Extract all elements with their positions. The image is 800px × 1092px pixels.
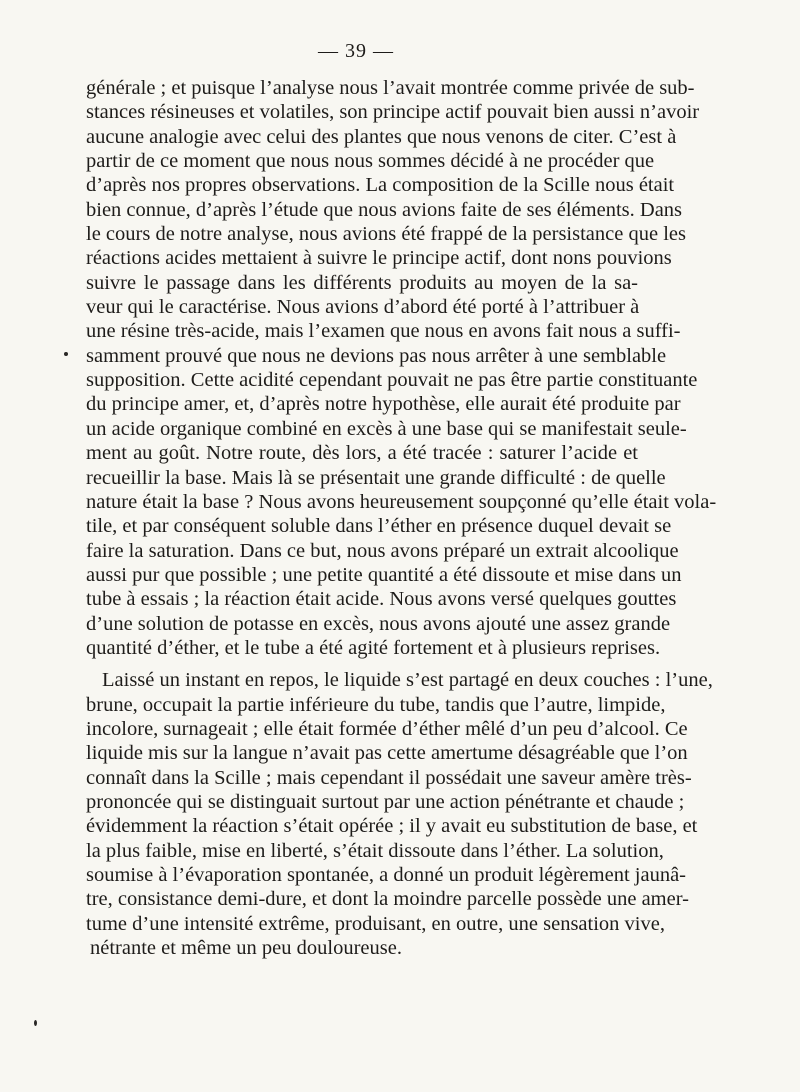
text-line: d’une solution de potasse en excès, nous avons ajouté une assez grande (86, 612, 671, 635)
text-line: connaît dans la Scille ; mais cependant il possédait une saveur amère très- (86, 766, 692, 789)
text-line: brune, occupait la partie inférieure du tube, tandis que l’autre, limpide, (86, 693, 666, 716)
text-line: une résine très-acide, mais l’examen que nous en avons fait nous a suffi- (86, 320, 681, 343)
text-line: Laissé un instant en repos, le liquide s’est partagé en deux couches : l’une, (102, 669, 713, 692)
text-line: nature était la base ? Nous avons heureusement soupçonné qu’elle était vola- (86, 490, 717, 513)
text-line: aucune analogie avec celui des plantes que nous venons de citer. C’est à (86, 125, 677, 148)
paragraph-gap (86, 660, 638, 668)
page-number: — 39 — (318, 40, 394, 62)
text-line: incolore, surnageait ; elle était formée d’éther mêlé d’un peu d’alcool. Ce (86, 717, 688, 740)
paragraph (86, 76, 717, 660)
text-line: d’après nos propres observations. La composition de la Scille nous était (86, 174, 675, 197)
text-line: liquide mis sur la langue n’avait pas cette amertume désagréable que l’on (86, 742, 688, 765)
text-line: réactions acides mettaient à suivre le principe actif, dont nons pouvions (86, 247, 672, 270)
text-line: du principe amer, et, d’après notre hypothèse, elle aurait été produite par (86, 393, 681, 416)
text-line: supposition. Cette acidité cependant pouvait ne pas être partie constituante (86, 369, 698, 392)
text-line: faire la saturation. Dans ce but, nous avons préparé un extrait alcoolique (86, 539, 679, 562)
text-line: veur qui le caractérise. Nous avions d’abord été porté à l’attribuer à (86, 296, 640, 319)
text-line: prononcée qui se distinguait surtout par une action pénétrante et chaude ; (86, 790, 685, 813)
text-line: un acide organique combiné en excès à une base qui se manifestait seule- (86, 417, 687, 440)
text-line: bien connue, d’après l’étude que nous avions faite de ses éléments. Dans (86, 198, 683, 221)
text-line: nétrante et même un peu douloureuse. (90, 937, 402, 960)
text-line: tile, et par conséquent soluble dans l’éther en présence duquel devait se (86, 515, 672, 538)
text-line: tre, consistance demi-dure, et dont la moindre parcelle possède une amer- (86, 888, 689, 911)
text-line: stances résineuses et volatiles, son principe actif pouvait bien aussi n’avoir (86, 101, 700, 124)
body-text (86, 76, 717, 960)
text-line: la plus faible, mise en liberté, s’était dissoute dans l’éther. La solution, (86, 839, 664, 862)
text-line: suivre le passage dans les différents produits au moyen de la sa- (86, 271, 638, 294)
text-line: ment au goût. Notre route, dès lors, a été tracée : saturer l’acide et (86, 442, 638, 465)
text-line: partir de ce moment que nous nous sommes décidé à ne procéder que (86, 150, 655, 173)
text-line: samment prouvé que nous ne devions pas nous arrêter à une semblable (86, 344, 667, 367)
text-line: générale ; et puisque l’analyse nous l’avait montrée comme privée de sub- (86, 77, 695, 99)
text-line: le cours de notre analyse, nous avions été frappé de la persistance que les (86, 223, 686, 246)
text-line: quantité d’éther, et le tube a été agité fortement et à plusieurs reprises. (86, 636, 661, 659)
margin-ink-dot (34, 1020, 37, 1026)
paragraph (86, 668, 713, 960)
text-line: recueillir la base. Mais là se présentait une grande difficulté : de quelle (86, 466, 666, 489)
text-line: tube à essais ; la réaction était acide. Nous avons versé quelques gouttes (86, 588, 677, 611)
margin-ink-dot (64, 352, 68, 356)
text-line: aussi pur que possible ; une petite quantité a été dissoute et mise dans un (86, 563, 682, 586)
text-line: tume d’une intensité extrême, produisant, en outre, une sensation vive, (86, 912, 665, 935)
text-line: évidemment la réaction s’était opérée ; il y avait eu substitution de base, et (86, 815, 698, 838)
text-line: soumise à l’évaporation spontanée, a donné un produit légèrement jaunâ- (86, 864, 686, 886)
